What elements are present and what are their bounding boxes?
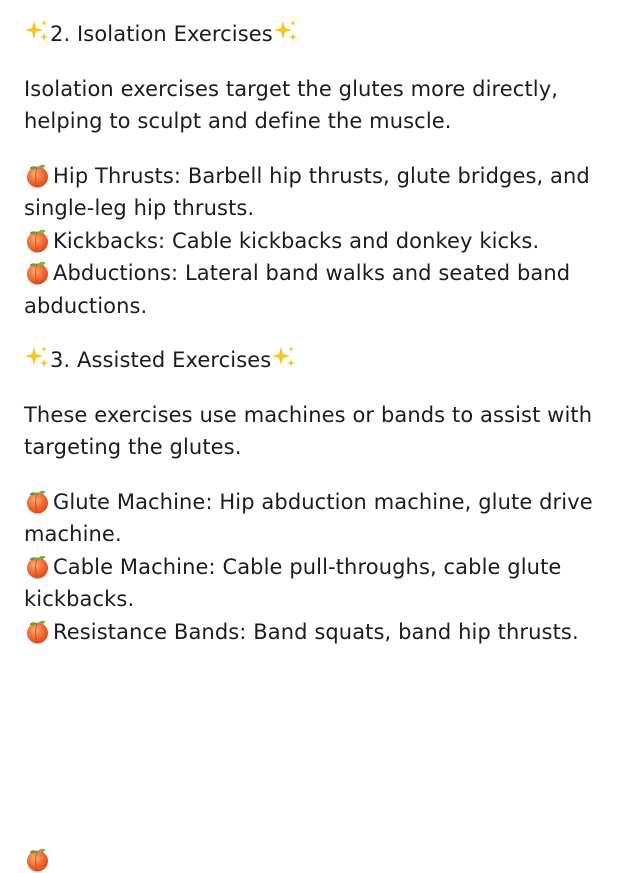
list-item (24, 616, 620, 649)
list-item-text: Glute Machine: Hip abduction machine, glute drive machine. (24, 489, 593, 546)
section-heading-isolation (24, 18, 620, 51)
peach-icon (24, 162, 51, 189)
sparkles-icon (24, 345, 50, 371)
list-item (24, 551, 620, 616)
section-intro: These exercises use machines or bands to assist with targeting the glutes. (24, 402, 593, 459)
section-heading-text: 3. Assisted Exercises (50, 348, 272, 372)
list-item (24, 257, 620, 322)
list-item-text: Kickbacks: Cable kickbacks and donkey kicks. (53, 228, 540, 253)
peach-icon (24, 488, 51, 515)
section-intro: Isolation exercises target the glutes more directly, helping to sculpt and define the muscle. (24, 76, 559, 133)
peach-icon (24, 259, 51, 286)
list-item (24, 160, 620, 225)
sparkles-icon (273, 19, 299, 45)
section-heading-assisted (24, 344, 620, 377)
sparkles-icon (24, 19, 50, 45)
sparkles-icon (271, 345, 297, 371)
list-item (24, 486, 620, 551)
list-item-text: Abductions: Lateral band walks and seated band abductions. (24, 261, 571, 318)
peach-icon (24, 227, 51, 254)
peach-icon (24, 553, 51, 580)
list-item-text: Hip Thrusts: Barbell hip thrusts, glute bridges, and single-leg hip thrusts. (24, 163, 590, 220)
list-item-text: Resistance Bands: Band squats, band hip thrusts. (53, 619, 579, 644)
post-content (24, 18, 620, 648)
list-item (24, 225, 620, 258)
peach-icon (24, 618, 51, 645)
section-heading-text: 2. Isolation Exercises (50, 22, 273, 46)
peach-icon (24, 846, 51, 873)
list-item-text: Cable Machine: Cable pull-throughs, cable glute kickbacks. (24, 554, 562, 611)
